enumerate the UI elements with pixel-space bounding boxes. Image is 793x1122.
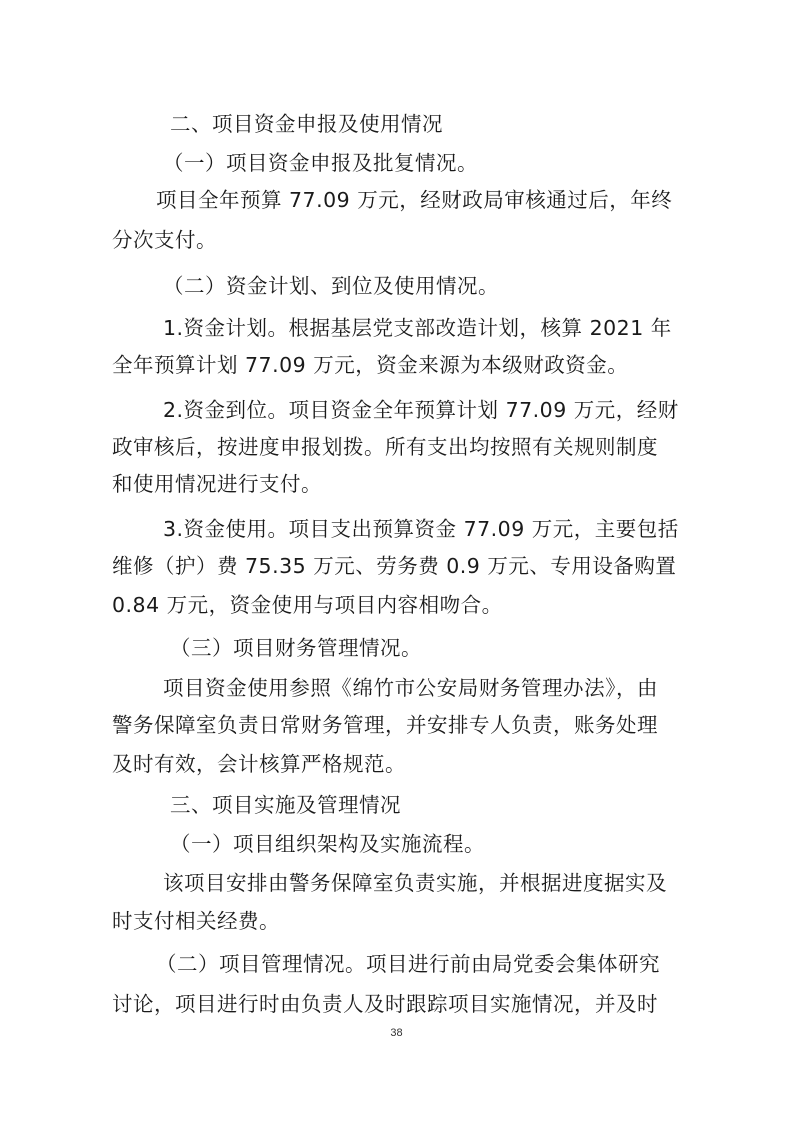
funding-arrival-line: 2.资金到位。项目资金全年预算计划 77.09 万元，经财 (163, 398, 679, 422)
section-3-1-heading: （一）项目组织架构及实施流程。 (170, 832, 485, 856)
section-2-1-heading: （一）项目资金申报及批复情况。 (163, 151, 478, 175)
page-number: 38 (390, 1027, 403, 1039)
funding-plan-line: 1.资金计划。根据基层党支部改造计划，核算 2021 年 (163, 316, 672, 340)
section-2-heading: 二、项目资金申报及使用情况 (170, 112, 443, 136)
finance-management-line: 项目资金使用参照《绵竹市公安局财务管理办法》，由 (163, 676, 658, 700)
section-2-1-paragraph-line: 项目全年预算 77.09 万元，经财政局审核通过后，年终 (156, 188, 673, 212)
funding-arrival-line: 和使用情况进行支付。 (112, 472, 322, 496)
section-2-1-paragraph-line: 分次支付。 (112, 228, 217, 252)
section-3-heading: 三、项目实施及管理情况 (170, 793, 401, 817)
section-2-3-heading: （三）项目财务管理情况。 (170, 636, 422, 660)
finance-management-line: 警务保障室负责日常财务管理，并安排专人负责，账务处理 (112, 713, 658, 737)
section-2-2-heading: （二）资金计划、到位及使用情况。 (163, 274, 499, 298)
funding-usage-line: 维修（护）费 75.35 万元、劳务费 0.9 万元、专用设备购置 (112, 554, 677, 578)
organization-line: 时支付相关经费。 (112, 909, 280, 933)
funding-usage-line: 3.资金使用。项目支出预算资金 77.09 万元，主要包括 (163, 517, 679, 541)
project-management-line: 讨论，项目进行时由负责人及时跟踪项目实施情况，并及时 (112, 992, 658, 1016)
organization-line: 该项目安排由警务保障室负责实施，并根据进度据实及 (163, 871, 667, 895)
funding-usage-line: 0.84 万元，资金使用与项目内容相吻合。 (112, 593, 503, 617)
project-management-line: （二）项目管理情况。项目进行前由局党委会集体研究 (156, 952, 660, 976)
funding-plan-line: 全年预算计划 77.09 万元，资金来源为本级财政资金。 (112, 353, 629, 377)
finance-management-line: 及时有效，会计核算严格规范。 (112, 752, 406, 776)
funding-arrival-line: 政审核后，按进度申报划拨。所有支出均按照有关规则制度 (112, 435, 658, 459)
